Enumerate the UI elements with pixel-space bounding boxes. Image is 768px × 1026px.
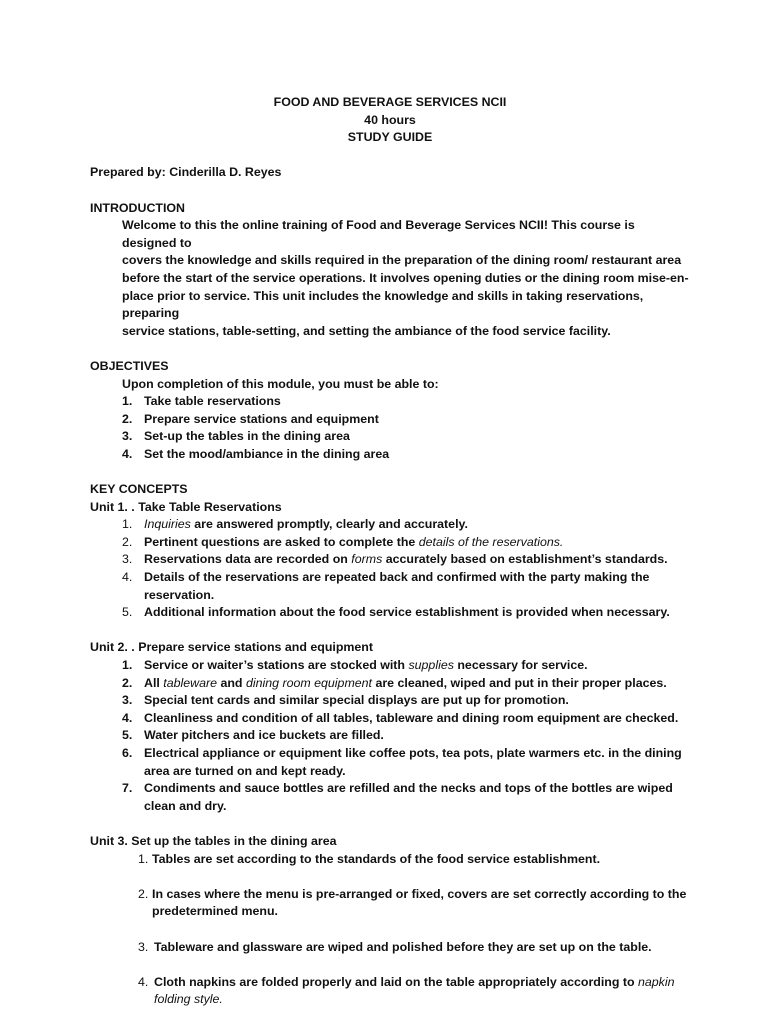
unit2-list <box>90 657 690 815</box>
list-item: 3. Set-up the tables in the dining area <box>122 429 350 444</box>
unit1-title: Unit 1. . Take Table Reservations <box>90 499 282 514</box>
list-item: 4. Set the mood/ambiance in the dining area <box>122 446 390 461</box>
introduction-line: covers the knowledge and skills required in the preparation of the dining room/ restaurant area <box>122 253 682 268</box>
list-item: 2. Prepare service stations and equipment <box>122 411 379 426</box>
list-item: 7. Condiments and sauce bottles are refilled and the necks and tops of the bottles are wiped clean and dry. <box>122 781 673 813</box>
list-item: 2. Pertinent questions are asked to complete the details of the reservations. <box>122 534 564 549</box>
list-item: 4. Cleanliness and condition of all tables, tableware and dining room equipment are checked. <box>122 710 679 725</box>
introduction-paragraph <box>122 217 690 340</box>
document-duration: 40 hours <box>364 112 416 127</box>
list-item: 6. Electrical appliance or equipment like coffee pots, tea pots, plate warmers etc. in the dining area are turned on and kept ready. <box>122 745 682 778</box>
key-concepts-heading: KEY CONCEPTS <box>90 482 188 497</box>
list-item: 3. Reservations data are recorded on forms accurately based on establishment’s standards. <box>122 552 668 567</box>
list-item: 2. In cases where the menu is pre-arranged or fixed, covers are set correctly according to the predetermined menu. <box>138 886 687 919</box>
unit3-title: Unit 3. Set up the tables in the dining area <box>90 833 337 848</box>
unit1-list <box>90 516 690 622</box>
list-item: 2. All tableware and dining room equipment are cleaned, wiped and put in their proper places. <box>122 675 667 690</box>
list-item: 1. Inquiries are answered promptly, clearly and accurately. <box>122 517 468 532</box>
unit3-list <box>90 851 690 1009</box>
document-title: FOOD AND BEVERAGE SERVICES NCII <box>273 95 507 109</box>
list-item: 3. Tableware and glassware are wiped and polished before they are set up on the table. <box>138 939 652 954</box>
introduction-line: Welcome to this the online training of Food and Beverage Services NCII! This course is designed to <box>122 218 635 250</box>
list-item: 3. Special tent cards and similar special displays are put up for promotion. <box>122 693 569 708</box>
list-item: 5. Additional information about the food service establishment is provided when necessary. <box>122 605 670 620</box>
objectives-lead: Upon completion of this module, you must be able to: <box>122 376 439 391</box>
introduction-line: before the start of the service operations. It involves opening duties or the dining room mise-en- <box>122 270 689 285</box>
introduction-heading: INTRODUCTION <box>90 200 185 215</box>
introduction-line: service stations, table-setting, and setting the ambiance of the food service facility. <box>122 323 611 338</box>
objectives-heading: OBJECTIVES <box>90 358 169 373</box>
introduction-line: place prior to service. This unit includes the knowledge and skills in taking reservations, preparing <box>122 288 644 321</box>
list-item: 1. Take table reservations <box>122 394 281 409</box>
document-subtitle: STUDY GUIDE <box>347 130 433 145</box>
list-item: 1. Tables are set according to the standards of the food service establishment. <box>138 851 601 866</box>
list-item: 5. Water pitchers and ice buckets are filled. <box>122 728 384 743</box>
objectives-list <box>90 393 690 463</box>
study-guide-document <box>90 94 690 1026</box>
unit2-title: Unit 2. . Prepare service stations and equipment <box>90 640 374 655</box>
list-item: 4. Details of the reservations are repeated back and confirmed with the party making the reservation. <box>122 570 650 602</box>
list-item: 1. Service or waiter’s stations are stocked with supplies necessary for service. <box>122 658 588 672</box>
document-title-block <box>90 94 690 147</box>
list-item: 4. Cloth napkins are folded properly and laid on the table appropriately according to napkin folding style. <box>138 974 675 1007</box>
prepared-by: Prepared by: Cinderilla D. Reyes <box>90 165 282 180</box>
